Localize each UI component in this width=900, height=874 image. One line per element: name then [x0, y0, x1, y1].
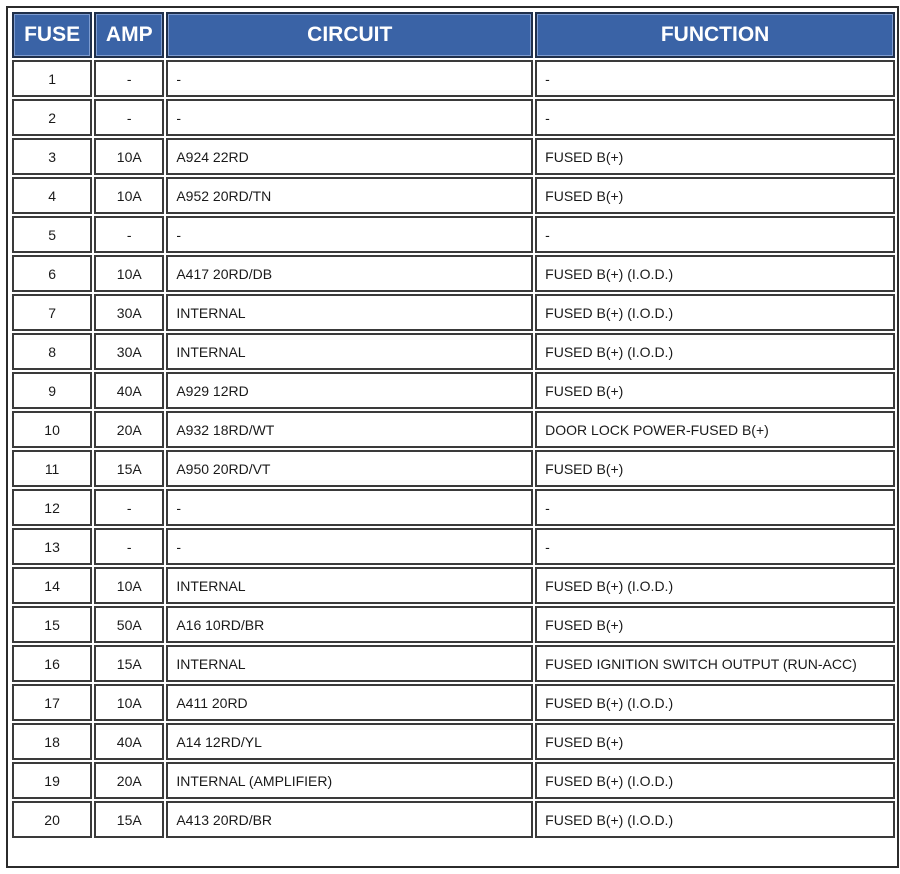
header-row [12, 12, 895, 58]
amp-cell: - [94, 60, 164, 97]
circuit-cell: INTERNAL (AMPLIFIER) [166, 762, 533, 799]
function-cell: - [535, 60, 895, 97]
fuse-cell: 4 [12, 177, 92, 214]
fuse-cell: 10 [12, 411, 92, 448]
amp-cell: - [94, 489, 164, 526]
function-cell: FUSED B(+) (I.O.D.) [535, 294, 895, 331]
circuit-cell: INTERNAL [166, 567, 533, 604]
function-cell: FUSED B(+) (I.O.D.) [535, 567, 895, 604]
fuse-cell: 15 [12, 606, 92, 643]
fuse-cell: 13 [12, 528, 92, 565]
table-row [12, 801, 895, 838]
amp-cell: 30A [94, 333, 164, 370]
header-amp: AMP [94, 12, 164, 58]
fuse-cell: 6 [12, 255, 92, 292]
circuit-cell: A950 20RD/VT [166, 450, 533, 487]
function-cell: - [535, 528, 895, 565]
circuit-cell: - [166, 216, 533, 253]
header-circuit: CIRCUIT [166, 12, 533, 58]
table-row [12, 372, 895, 409]
circuit-cell: - [166, 60, 533, 97]
table-row [12, 567, 895, 604]
fuse-cell: 19 [12, 762, 92, 799]
amp-cell: 10A [94, 684, 164, 721]
fuse-cell: 3 [12, 138, 92, 175]
amp-cell: 15A [94, 450, 164, 487]
header-fuse: FUSE [12, 12, 92, 58]
table-row [12, 255, 895, 292]
function-cell: FUSED B(+) [535, 450, 895, 487]
fuse-cell: 9 [12, 372, 92, 409]
circuit-cell: A929 12RD [166, 372, 533, 409]
amp-cell: 50A [94, 606, 164, 643]
function-cell: FUSED B(+) [535, 372, 895, 409]
amp-cell: - [94, 216, 164, 253]
circuit-cell: - [166, 99, 533, 136]
amp-cell: 15A [94, 801, 164, 838]
fuse-cell: 12 [12, 489, 92, 526]
fuse-table [10, 10, 897, 840]
circuit-cell: A924 22RD [166, 138, 533, 175]
fuse-cell: 16 [12, 645, 92, 682]
function-cell: FUSED B(+) (I.O.D.) [535, 255, 895, 292]
table-row [12, 60, 895, 97]
fuse-cell: 18 [12, 723, 92, 760]
fuse-cell: 8 [12, 333, 92, 370]
fuse-table-frame [6, 6, 899, 868]
function-cell: DOOR LOCK POWER-FUSED B(+) [535, 411, 895, 448]
fuse-cell: 17 [12, 684, 92, 721]
circuit-cell: A932 18RD/WT [166, 411, 533, 448]
table-row [12, 684, 895, 721]
circuit-cell: - [166, 528, 533, 565]
table-row [12, 528, 895, 565]
table-row [12, 333, 895, 370]
function-cell: FUSED B(+) [535, 606, 895, 643]
table-row [12, 450, 895, 487]
amp-cell: 20A [94, 411, 164, 448]
table-row [12, 762, 895, 799]
table-row [12, 606, 895, 643]
fuse-cell: 5 [12, 216, 92, 253]
table-row [12, 645, 895, 682]
table-row [12, 723, 895, 760]
function-cell: FUSED B(+) [535, 138, 895, 175]
amp-cell: 10A [94, 255, 164, 292]
table-row [12, 99, 895, 136]
table-row [12, 489, 895, 526]
amp-cell: 10A [94, 138, 164, 175]
table-header [12, 12, 895, 58]
table-row [12, 177, 895, 214]
amp-cell: 40A [94, 723, 164, 760]
function-cell: FUSED B(+) [535, 177, 895, 214]
table-row [12, 294, 895, 331]
amp-cell: - [94, 528, 164, 565]
circuit-cell: A417 20RD/DB [166, 255, 533, 292]
fuse-cell: 1 [12, 60, 92, 97]
header-function: FUNCTION [535, 12, 895, 58]
fuse-cell: 11 [12, 450, 92, 487]
circuit-cell: INTERNAL [166, 645, 533, 682]
function-cell: - [535, 489, 895, 526]
table-row [12, 411, 895, 448]
table-row [12, 216, 895, 253]
circuit-cell: INTERNAL [166, 333, 533, 370]
fuse-cell: 7 [12, 294, 92, 331]
function-cell: FUSED IGNITION SWITCH OUTPUT (RUN-ACC) [535, 645, 895, 682]
function-cell: FUSED B(+) [535, 723, 895, 760]
function-cell: FUSED B(+) (I.O.D.) [535, 762, 895, 799]
circuit-cell: A952 20RD/TN [166, 177, 533, 214]
function-cell: - [535, 216, 895, 253]
function-cell: FUSED B(+) (I.O.D.) [535, 333, 895, 370]
function-cell: - [535, 99, 895, 136]
fuse-cell: 20 [12, 801, 92, 838]
amp-cell: 15A [94, 645, 164, 682]
amp-cell: 10A [94, 177, 164, 214]
amp-cell: 20A [94, 762, 164, 799]
amp-cell: 10A [94, 567, 164, 604]
function-cell: FUSED B(+) (I.O.D.) [535, 801, 895, 838]
circuit-cell: - [166, 489, 533, 526]
amp-cell: 40A [94, 372, 164, 409]
circuit-cell: INTERNAL [166, 294, 533, 331]
table-row [12, 138, 895, 175]
table-body [12, 60, 895, 838]
circuit-cell: A413 20RD/BR [166, 801, 533, 838]
fuse-cell: 2 [12, 99, 92, 136]
circuit-cell: A411 20RD [166, 684, 533, 721]
amp-cell: 30A [94, 294, 164, 331]
circuit-cell: A16 10RD/BR [166, 606, 533, 643]
function-cell: FUSED B(+) (I.O.D.) [535, 684, 895, 721]
fuse-cell: 14 [12, 567, 92, 604]
circuit-cell: A14 12RD/YL [166, 723, 533, 760]
amp-cell: - [94, 99, 164, 136]
